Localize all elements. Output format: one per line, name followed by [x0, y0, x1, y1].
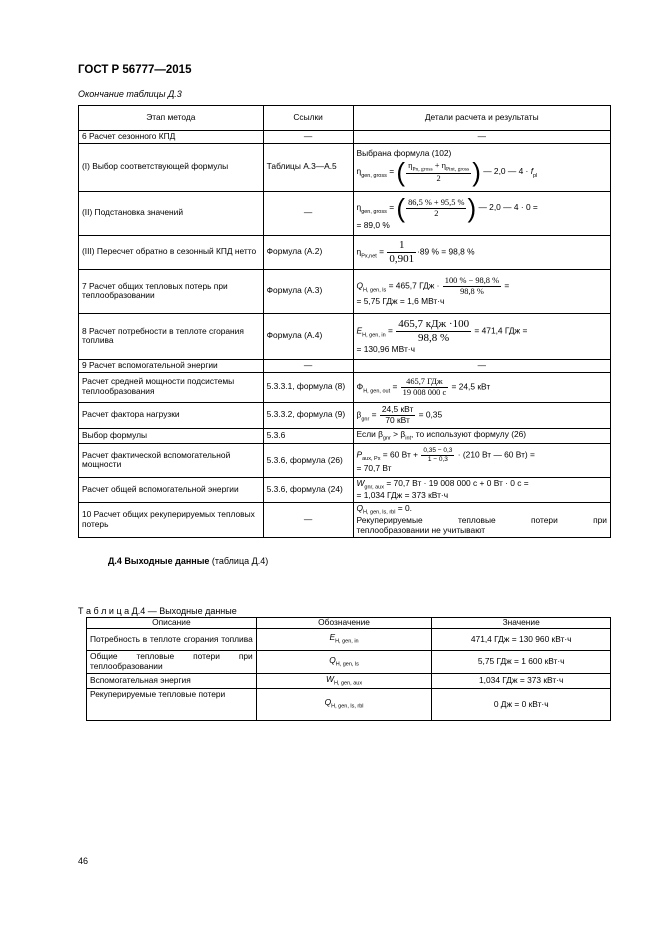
column-header: Обозначение	[256, 618, 432, 629]
table-row	[79, 443, 611, 477]
stage-cell: (III) Пересчет обратно в сезонный КПД нетто	[79, 235, 264, 269]
formula-result: = 89,0 %	[356, 220, 390, 231]
column-header: Описание	[87, 618, 257, 629]
document-title: ГОСТ Р 56777—2015	[78, 64, 192, 76]
formula-subscript: aux, Px	[362, 456, 381, 463]
symbol-subscript: H, gen, ls	[335, 661, 359, 668]
value-cell: 1,034 ГДж = 373 кВт·ч	[432, 673, 611, 688]
formula-text: =	[376, 246, 387, 257]
details-cell	[353, 477, 610, 502]
formula-subscript: Pn, gross	[412, 166, 433, 173]
fraction-denominator: 2	[434, 208, 439, 218]
fraction-numerator: 86,5 % + 95,5 %	[408, 198, 465, 208]
formula-result: = 130,96 МВт·ч	[356, 343, 415, 354]
formula-result: = 1,034 ГДж = 373 кВт·ч	[356, 490, 449, 501]
formula-symbol: η	[356, 166, 362, 177]
fraction	[406, 198, 466, 219]
table-caption: Т а б л и ц а Д.4 — Выходные данные	[78, 606, 237, 616]
symbol-subscript: H, gen, in	[335, 639, 359, 646]
table-row	[79, 131, 611, 144]
column-header: Этап метода	[79, 106, 264, 131]
section-ref: (таблица Д.4)	[209, 556, 269, 566]
description-cell: Общие тепловые потери при теплообразовании	[87, 651, 257, 674]
formula-subscript: gnr	[382, 435, 391, 442]
fraction-denominator: 70 кВт	[385, 414, 410, 425]
table-row	[87, 629, 611, 651]
formula-symbol: f	[530, 166, 534, 177]
ref-cell: 5.3.3.1, формула (8)	[263, 372, 353, 402]
details-cell	[353, 143, 610, 191]
details-cell: —	[353, 359, 610, 372]
ref-cell: 5.3.6	[263, 428, 353, 443]
table-row	[79, 477, 611, 502]
formula-text: =	[502, 280, 510, 291]
formula-text: ·89 % = 98,8 %	[417, 246, 475, 257]
table-row	[79, 359, 611, 372]
fraction	[401, 377, 449, 398]
fraction-denominator: 19 008 000 с	[402, 387, 447, 397]
formula-text: Если β	[356, 428, 383, 439]
formula-subscript: H, gen, out	[363, 388, 391, 395]
description-cell: Потребность в теплоте сгорания топлива	[87, 629, 257, 651]
stage-cell: Выбор формулы	[79, 428, 264, 443]
formula-subscript: H, gen, ls, rbl	[363, 509, 396, 516]
formula-text: > β	[390, 428, 406, 439]
continuation-caption: Окончание таблицы Д.3	[78, 89, 182, 99]
table-row	[79, 428, 611, 443]
fraction-denominator: 98,8 %	[418, 331, 450, 344]
value-cell: 0 Дж = 0 кВт·ч	[432, 688, 611, 720]
ref-cell: Таблицы А.3—А.5	[263, 143, 353, 191]
details-cell	[353, 443, 610, 477]
formula-symbol: P	[356, 449, 363, 460]
fraction	[443, 276, 501, 297]
formula-subscript: gen, gross	[361, 209, 387, 216]
symbol: Q	[329, 654, 336, 665]
left-paren: (	[396, 157, 406, 188]
stage-cell: 6 Расчет сезонного КПД	[79, 131, 264, 144]
stage-cell: Расчет фактора нагрузки	[79, 402, 264, 428]
table-row	[79, 269, 611, 313]
formula	[357, 276, 607, 297]
formula-text: = 24,5 кВт	[449, 381, 491, 392]
formula	[357, 447, 607, 463]
symbol-subscript: H, gen, aux	[333, 680, 363, 687]
symbol-cell	[256, 673, 432, 688]
table-row	[87, 673, 611, 688]
formula-subscript: Pint, gross	[445, 166, 470, 173]
formula-symbol: W	[356, 477, 365, 488]
stage-cell: Расчет общей вспомогательной энергии	[79, 477, 264, 502]
details-cell	[353, 235, 610, 269]
details-text: Рекуперируемые тепловые потери при	[356, 515, 607, 526]
fraction-numerator: 465,7 кДж ·100	[398, 317, 470, 330]
fraction-numerator: 0,35 − 0,3	[423, 447, 453, 455]
formula-subscript: gnr, aux	[364, 484, 384, 491]
table-header-row	[79, 106, 611, 131]
formula-symbol: E	[356, 325, 363, 336]
symbol-cell	[256, 651, 432, 674]
details-cell: —	[353, 131, 610, 144]
stage-cell: 7 Расчет общих тепловых потерь при теплообразовании	[79, 269, 264, 313]
ref-cell: —	[263, 503, 353, 538]
formula-text: =	[390, 381, 400, 392]
left-paren: (	[396, 193, 406, 224]
ref-cell: —	[263, 359, 353, 372]
stage-cell: Расчет средней мощности подсистемы теплообразования	[79, 372, 264, 402]
formula-text: = 0,35	[416, 409, 443, 420]
formula-text: , то используют формулу (26)	[411, 428, 527, 439]
formula-subscript: gnr	[361, 416, 370, 423]
table-row	[79, 313, 611, 359]
ref-cell: 5.3.6, формула (24)	[263, 477, 353, 502]
symbol-cell	[256, 688, 432, 720]
ref-cell: 5.3.3.2, формула (9)	[263, 402, 353, 428]
fraction	[421, 447, 454, 463]
table-row	[79, 402, 611, 428]
table-row	[79, 372, 611, 402]
table-row	[87, 688, 611, 720]
section-heading	[108, 556, 268, 566]
symbol: W	[326, 673, 334, 684]
fraction-numerator: 1	[387, 239, 416, 253]
ref-cell: Формула (А.3)	[263, 269, 353, 313]
page-number: 46	[78, 856, 89, 866]
table-d4	[86, 617, 611, 721]
stage-cell: 9 Расчет вспомогательной энергии	[79, 359, 264, 372]
formula-subscript: gen, gross	[361, 173, 387, 180]
details-cell	[353, 269, 610, 313]
description-cell: Вспомогательная энергия	[87, 673, 257, 688]
symbol: Q	[324, 697, 332, 708]
right-paren: )	[467, 193, 477, 224]
table-row	[87, 651, 611, 674]
formula-text: =	[385, 325, 396, 336]
fraction-denominator: 2	[436, 173, 441, 183]
stage-cell: (I) Выбор соответствующей формулы	[79, 143, 264, 191]
column-header: Ссылки	[263, 106, 353, 131]
formula-text: = 60 Вт +	[380, 449, 421, 460]
stage-cell: 8 Расчет потребности в теплоте сгорания топлива	[79, 313, 264, 359]
formula-text: =	[386, 202, 395, 213]
formula-symbol: η	[356, 246, 362, 257]
fraction	[406, 161, 471, 184]
description-cell: Рекуперируемые тепловые потери	[87, 688, 257, 720]
details-cell	[353, 503, 610, 538]
section-title: Д.4 Выходные данные	[108, 556, 210, 566]
stage-cell: (II) Подстановка значений	[79, 191, 264, 235]
table-row	[79, 143, 611, 191]
fraction	[380, 405, 415, 426]
formula-choice: Выбрана формула (102)	[356, 148, 452, 159]
details-cell	[353, 191, 610, 235]
formula-text: — 2,0 — 4 · 0 =	[478, 202, 538, 213]
ref-cell: —	[263, 131, 353, 144]
fraction-numerator: 100 % − 98,8 %	[444, 276, 500, 286]
formula-subscript: H, gen, ls	[363, 287, 387, 294]
table-header-row	[87, 618, 611, 629]
table-row	[79, 191, 611, 235]
details-cell	[353, 372, 610, 402]
ref-cell: —	[263, 191, 353, 235]
stage-cell: 10 Расчет общих рекуперируемых тепловых потерь	[79, 503, 264, 538]
fraction	[387, 239, 416, 266]
formula-text: = 70,7 Вт · 19 008 000 с + 0 Вт · 0 с =	[384, 477, 529, 488]
formula-subscript: Px,net	[361, 253, 377, 260]
fraction-denominator: 1 − 0,3	[427, 456, 448, 464]
table-row	[79, 503, 611, 538]
formula-text: =	[369, 409, 379, 420]
formula-text: · (210 Вт — 60 Вт) =	[455, 449, 535, 460]
fraction-denominator: 0,901	[389, 252, 415, 265]
table-d3	[78, 105, 611, 538]
formula-text: = 465,7 ГДж ·	[386, 280, 442, 291]
value-cell: 5,75 ГДж = 1 600 кВт·ч	[432, 651, 611, 674]
details-cell	[353, 313, 610, 359]
ref-cell: Формула (А.4)	[263, 313, 353, 359]
fraction	[396, 318, 471, 345]
fraction-numerator: η	[408, 160, 413, 170]
formula-result: = 70,7 Вт	[356, 462, 392, 473]
formula-text: — 2,0 — 4 ·	[483, 166, 531, 177]
formula-symbol: Φ	[356, 381, 364, 392]
right-paren: )	[472, 157, 481, 188]
formula-subscript: int	[405, 435, 412, 442]
fraction-numerator: η	[441, 160, 446, 170]
formula	[356, 193, 607, 224]
symbol: E	[329, 632, 336, 643]
stage-cell: Расчет фактической вспомогательной мощности	[79, 443, 264, 477]
value-cell: 471,4 ГДж = 130 960 кВт·ч	[432, 629, 611, 651]
column-header: Детали расчета и результаты	[353, 106, 610, 131]
symbol-cell	[256, 629, 432, 651]
formula-subscript: pl	[533, 173, 538, 180]
formula-text: = 471,4 ГДж =	[472, 325, 528, 336]
formula-symbol: β	[356, 409, 362, 420]
formula-symbol: Q	[356, 280, 364, 291]
column-header: Значение	[432, 618, 611, 629]
fraction-numerator: 24,5 кВт	[381, 403, 414, 414]
formula-symbol: Q	[356, 503, 364, 514]
formula-result: = 5,75 ГДж = 1,6 МВт·ч	[356, 295, 445, 306]
formula-subscript: H, gen, in	[362, 332, 386, 339]
table-row	[79, 235, 611, 269]
details-cell	[353, 402, 610, 428]
formula-text: =	[386, 166, 395, 177]
symbol-subscript: H, gen, ls, rbl	[331, 704, 364, 711]
formula	[356, 157, 607, 188]
formula-text: = 0.	[395, 503, 412, 514]
formula-text: +	[434, 160, 440, 170]
ref-cell: 5.3.6, формула (26)	[263, 443, 353, 477]
details-text: теплообразовании не учитывают	[356, 525, 486, 536]
ref-cell: Формула (А.2)	[263, 235, 353, 269]
fraction-numerator: 465,7 ГДж	[401, 377, 449, 388]
details-cell	[353, 428, 610, 443]
formula-symbol: η	[356, 202, 362, 213]
formula	[357, 318, 607, 345]
fraction-denominator: 98,8 %	[460, 286, 484, 296]
